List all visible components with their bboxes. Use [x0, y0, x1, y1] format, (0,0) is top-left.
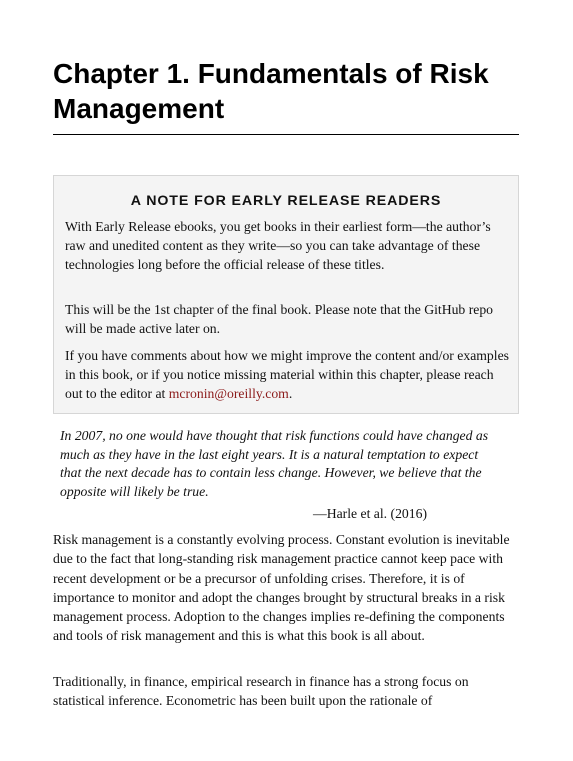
early-release-note — [53, 175, 519, 414]
note-paragraph-2: This will be the 1st chapter of the final book. Please note that the GitHub repo will be made active later on. — [65, 302, 494, 337]
note-paragraph-1: With Early Release ebooks, you get books in their earliest form—the author’s raw and unedited content as they write—so you can take advantage of these technologies long before the official release of these titles. — [65, 219, 491, 273]
chapter-title: Chapter 1. Fundamentals of Risk Management — [53, 58, 489, 124]
epigraph-attribution: —Harle et al. (2016) — [313, 506, 428, 521]
epigraph-quote: In 2007, no one would have thought that risk functions could have changed as much as they have in the last eight years. It is a natural temptation to expect that the next decade has to contain less change. However, we believe that the opposite will likely be true. — [60, 428, 489, 500]
body-paragraph-1: Risk management is a constantly evolving process. Constant evolution is inevitable due to the fact that long-standing risk management practice cannot keep pace with recent development or be a precursor of unfolding crises. Therefore, it is of importance to monitor and adopt the changes brought by structural breaks in a risk management process. Adoption to the changes implies re-defining the components and tools of risk management and this is what this book is all about. — [53, 532, 510, 644]
body-paragraph-2: Traditionally, in finance, empirical research in finance has a strong focus on statistical inference. Econometric has been built upon the rationale of — [53, 674, 469, 709]
note-heading: A NOTE FOR EARLY RELEASE READERS — [130, 193, 442, 209]
note-paragraph-3 — [65, 346, 509, 404]
note-paragraph-3-text: If you have comments about how we might improve the content and/or examples in this book, or if you notice missing material within this chapter, please reach out to the editor at — [65, 348, 509, 402]
editor-email-link[interactable]: mcronin@oreilly.com — [168, 386, 289, 402]
note-paragraph-3-end: . — [288, 386, 293, 402]
title-divider — [53, 134, 519, 135]
